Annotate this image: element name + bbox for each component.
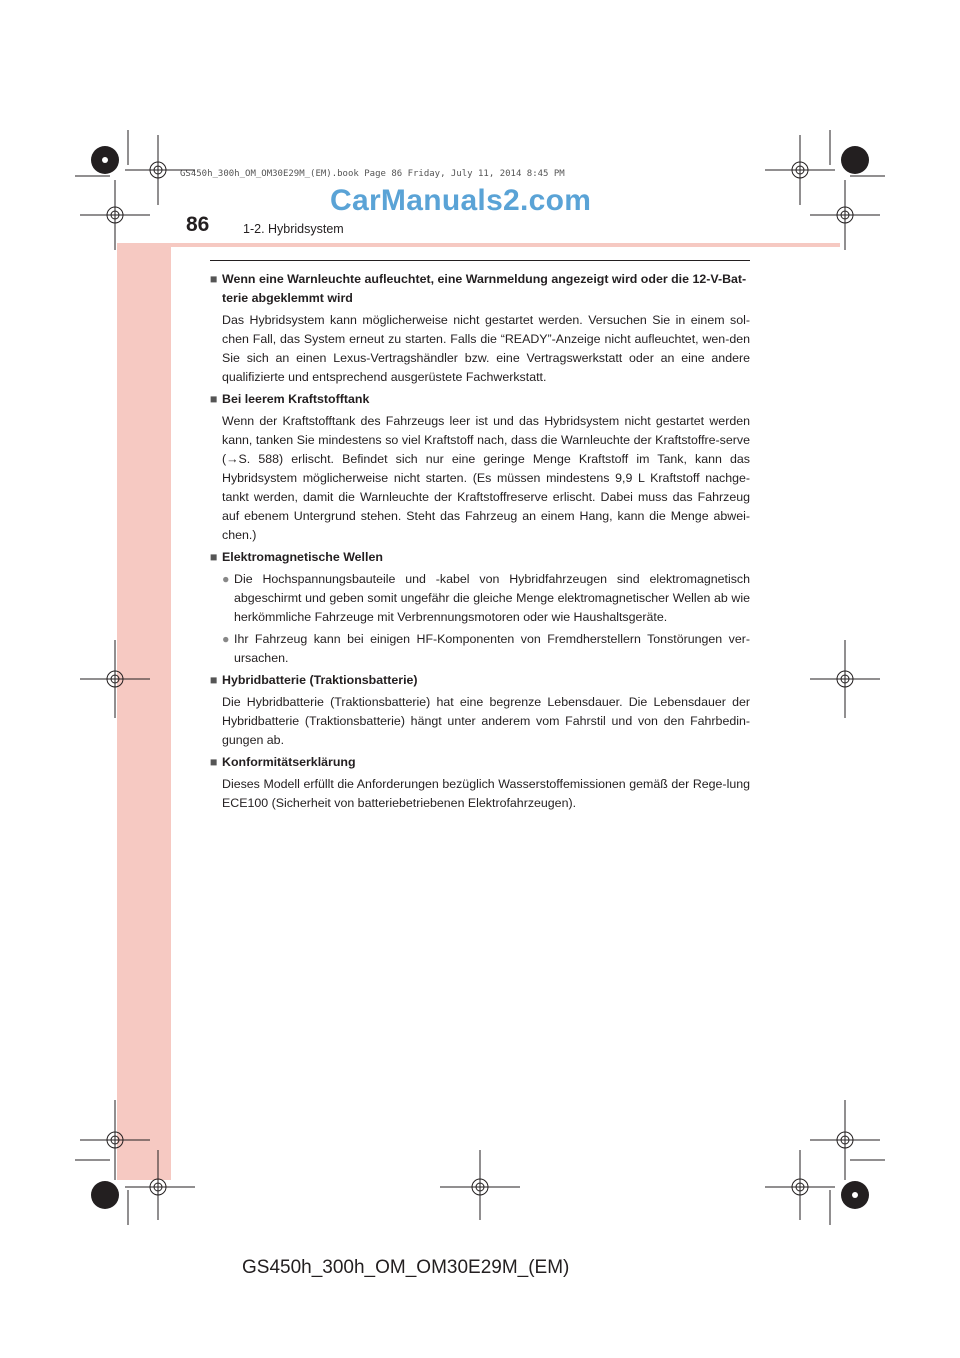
square-bullet-icon: ■ [210,550,218,564]
circle-bullet-icon: ● [222,572,230,586]
crosshair-icon [125,135,195,205]
starburst-icon [841,1181,869,1209]
square-bullet-icon: ■ [210,392,218,406]
crosshair-icon [125,1150,195,1220]
starburst-icon [91,1181,119,1209]
section-heading: Hybridbatterie (Traktionsbatterie) [222,673,418,687]
crosshair-icon [810,180,880,250]
starburst-icon [91,146,119,174]
section-heading: Wenn eine Warnleuchte aufleuchtet, eine Warnmeldung angezeigt wird oder die 12-V-Bat-terie abgeklemmt wird [222,272,747,305]
square-bullet-icon: ■ [210,755,218,769]
section-paragraph: Wenn der Kraftstofftank des Fahrzeugs leer ist und das Hybridsystem nicht gestartet werden kann, tanken Sie mindestens so viel Kraftstoff nach, dass die Warnleuchte der Kraftstoffre-serve (→S. 588) erlischt. Befindet sich nur eine geringe Menge Kraftstoff im Tank, kann das Hybridsystem möglicherweise nicht starten. (Es müssen mindestens 9,9 L Kraftstoff nachge-tankt werden, damit die Warnleuchte der Kraftstoffreserve erlischt. Dabei muss das Fahrzeug auf ebenem Untergrund stehen. Steht das Fahrzeug an einem Hang, kann die Menge abwei-chen.) [222,414,750,542]
list-item: ● Die Hochspannungsbauteile und -kabel von Hybridfahrzeugen sind elektromagnetisch abgeschirmt und geben somit ungefähr die gleiche Menge elektromagnetischer Wellen ab wie herkömmliche Fahrzeuge mit Verbrennungsmotoren oder wie Haushaltsgeräte. [222,570,750,627]
footer-doc-code: GS450h_300h_OM_OM30E29M_(EM) [242,1257,570,1278]
book-info: GS450h_300h_OM_OM30E29M_(EM).book Page 86 Friday, July 11, 2014 8:45 PM [180,169,565,179]
crosshair-icon [80,640,150,718]
page-number: 86 [186,213,210,236]
crosshair-icon [765,1150,835,1220]
section-paragraph: Die Hybridbatterie (Traktionsbatterie) hat eine begrenze Lebensdauer. Die Lebensdauer der Hybridbatterie (Traktionsbatterie) hängt unter anderem vom Fahrstil und von den Fahrbedin-gungen ab. [222,695,750,747]
section-paragraph: Dieses Modell erfüllt die Anforderungen bezüglich Wasserstoffemissionen gemäß der Rege-lung ECE100 (Sicherheit von batteriebetriebenen Elektrofahrzeugen). [222,777,750,810]
section-paragraph: Das Hybridsystem kann möglicherweise nicht gestartet werden. Versuchen Sie in einem sol-chen Fall, das System erneut zu starten. Falls die “READY”-Anzeige nicht aufleuchtet, wen-den Sie sich an einen Lexus-Vertragshändler bzw. eine Vertragswerkstatt oder an eine andere qualifizierte und entsprechend ausgerüstete Fachwerkstatt. [222,313,750,384]
starburst-icon [841,146,869,174]
section-title: 1-2. Hybridsystem [243,222,344,236]
square-bullet-icon: ■ [210,272,218,286]
crosshair-icon [810,640,880,718]
crosshair-icon [80,1100,150,1180]
circle-bullet-icon: ● [222,632,230,646]
square-bullet-icon: ■ [210,673,218,687]
crosshair-icon [765,135,835,205]
section-heading: Bei leerem Kraftstofftank [222,392,370,406]
list-item: ● Ihr Fahrzeug kann bei einigen HF-Komponenten von Fremdherstellern Tonstörungen ver-ursachen. [222,630,750,668]
watermark-logo: CarManuals2.com [330,184,592,217]
crosshair-icon [810,1100,880,1180]
section-heading: Elektromagnetische Wellen [222,550,383,564]
section-heading: Konformitätserklärung [222,755,356,769]
crosshair-icon [440,1150,520,1220]
crosshair-icon [80,180,150,250]
